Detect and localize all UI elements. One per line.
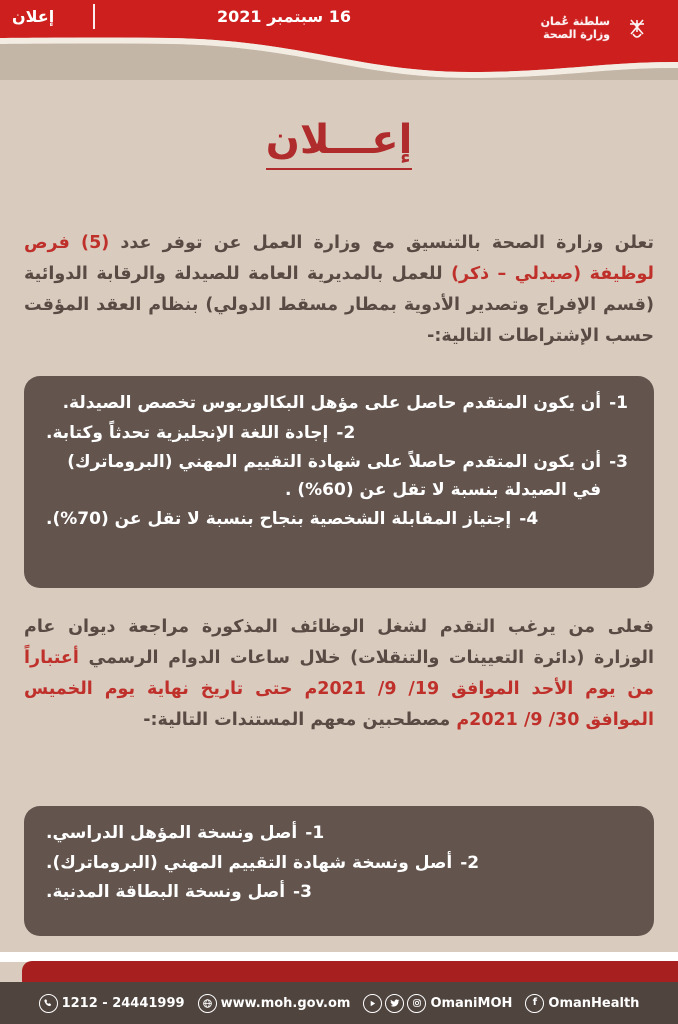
intro-text-part2: للعمل بالمديرية العامة للصيدلة والرقابة الدوائية (قسم الإفراج وتصدير الأدوية بمطار مسقط الدولي) بنظام العقد المؤقت حسب الإشتراطات التالية:- bbox=[24, 264, 654, 347]
condition-number: 4- bbox=[519, 509, 539, 530]
social-icons-group bbox=[363, 994, 426, 1013]
intro-highlight-position: (5) فرص لوظيفة (صيدلي – ذكر) bbox=[24, 233, 654, 285]
conditions-box bbox=[24, 376, 654, 588]
facebook-icon[interactable]: f bbox=[525, 994, 544, 1013]
middle-text-part1: فعلى من يرغب التقدم لشغل الوظائف المذكورة مراجعة ديوان عام الوزارة (دائرة التعيينات والتنقلات) خلال ساعات الدوام الرسمي bbox=[24, 617, 654, 669]
document-text: أصل ونسخة البطاقة المدنية. bbox=[46, 882, 286, 903]
condition-text: أن يكون المتقدم حاصلاً على شهادة التقييم المهني (البروماترك) في الصيدلة بنسبة لا تقل عن (60%) . bbox=[67, 452, 602, 500]
condition-number: 1- bbox=[609, 393, 628, 413]
logo-line-ministry: وزارة الصحة bbox=[543, 28, 610, 41]
logo-line-country: سلطنة عُمان bbox=[540, 15, 610, 29]
facebook-handle-label: OmanHealth bbox=[548, 995, 640, 1011]
list-item bbox=[46, 449, 628, 504]
list-item bbox=[46, 820, 628, 848]
globe-icon[interactable] bbox=[198, 994, 217, 1013]
condition-text: أن يكون المتقدم حاصل على مؤهل البكالوريوس تخصص الصيدلة. bbox=[62, 393, 602, 413]
middle-highlight-dates: أعتباراً من يوم الأحد الموافق 19/ 9/ 2021م حتى تاريخ نهاية يوم الخميس الموافق 30/ 9/ 2021م bbox=[24, 648, 655, 731]
list-item bbox=[46, 506, 628, 534]
social-handles-group[interactable] bbox=[363, 994, 512, 1013]
document-text: أصل ونسخة المؤهل الدراسي. bbox=[46, 823, 298, 843]
document-text: أصل ونسخة شهادة التقييم المهني (البروماترك). bbox=[46, 852, 453, 873]
website-label: www.moh.gov.om bbox=[220, 995, 351, 1011]
twitter-icon[interactable] bbox=[385, 994, 404, 1013]
footer-contact-bar bbox=[0, 982, 678, 1024]
instagram-icon[interactable] bbox=[407, 994, 426, 1013]
social-handle-label: OmaniMOH bbox=[430, 995, 513, 1011]
header-banner bbox=[0, 0, 678, 80]
list-item bbox=[46, 879, 628, 907]
documents-list bbox=[46, 820, 628, 907]
list-item bbox=[46, 850, 628, 878]
intro-paragraph bbox=[24, 228, 654, 353]
website-contact[interactable] bbox=[198, 994, 351, 1013]
header-divider bbox=[93, 4, 95, 29]
page-title-block bbox=[0, 118, 678, 170]
intro-text-part1: تعلن وزارة الصحة بالتنسيق مع وزارة العمل عن توفر عدد bbox=[109, 233, 654, 253]
header-date: 16 سبتمبر 2021 bbox=[217, 7, 351, 26]
condition-text: إجتياز المقابلة الشخصية بنجاح بنسبة لا تقل عن (70%). bbox=[46, 509, 512, 530]
application-instructions-paragraph bbox=[24, 612, 654, 737]
documents-box bbox=[24, 806, 654, 936]
ministry-logo bbox=[541, 6, 660, 52]
header-announcement-label: إعلان bbox=[12, 7, 55, 26]
conditions-list bbox=[46, 390, 628, 534]
ministry-logo-text bbox=[541, 16, 610, 41]
phone-icon[interactable] bbox=[39, 994, 58, 1013]
youtube-icon[interactable] bbox=[363, 994, 382, 1013]
list-item bbox=[46, 390, 628, 418]
condition-number: 3- bbox=[609, 452, 628, 473]
middle-text-part2: مصطحبين معهم المستندات التالية:- bbox=[143, 710, 457, 731]
document-number: 3- bbox=[293, 882, 312, 903]
phone-label: 1212 - 24441999 bbox=[61, 995, 185, 1011]
condition-text: إجادة اللغة الإنجليزية تحدثاً وكتابة. bbox=[46, 422, 329, 443]
phone-contact[interactable] bbox=[39, 994, 185, 1013]
list-item bbox=[46, 420, 628, 448]
oman-khanjar-emblem-icon bbox=[614, 6, 660, 52]
footer-red-accent-bar bbox=[22, 961, 678, 983]
document-number: 1- bbox=[305, 823, 325, 843]
facebook-contact[interactable] bbox=[525, 994, 639, 1013]
document-number: 2- bbox=[460, 852, 480, 873]
page-title: إعـــلان bbox=[266, 118, 413, 170]
condition-number: 2- bbox=[336, 422, 356, 443]
